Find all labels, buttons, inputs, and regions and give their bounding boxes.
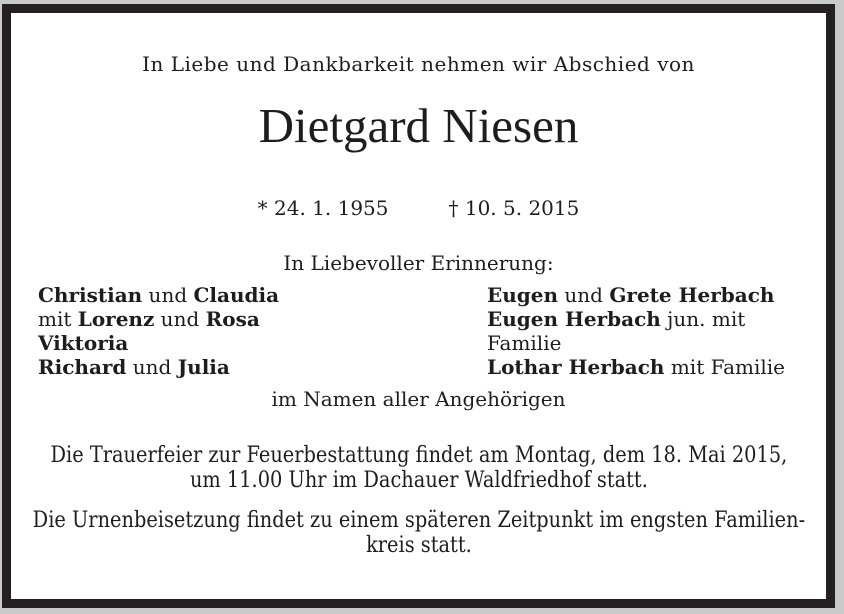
mourner-line: Eugen und Grete Herbach [487, 283, 775, 307]
urn-burial-paragraph [11, 508, 826, 558]
obituary-notice-card [2, 4, 835, 608]
mourners-columns [11, 283, 826, 379]
mourners-left-column [38, 283, 487, 379]
on-behalf-line: im Namen aller Angehörigen [271, 387, 566, 411]
mourner-line: Viktoria [38, 331, 129, 355]
deceased-name: Dietgard Niesen [258, 98, 579, 153]
funeral-service-line1: Die Trauerfeier zur Feuerbestattung findet am Montag, dem 18. Mai 2015, [50, 443, 787, 468]
funeral-service-paragraph [11, 443, 826, 493]
mourner-line: mit Lorenz und Rosa [38, 307, 260, 331]
mourner-line: Richard und Julia [38, 355, 230, 379]
urn-burial-line2: kreis statt. [365, 533, 472, 558]
birth-date: * 24. 1. 1955 [257, 196, 389, 220]
death-date: † 10. 5. 2015 [448, 196, 580, 220]
intro-line: In Liebe und Dankbarkeit nehmen wir Abschied von [142, 52, 695, 76]
mourner-line: Eugen Herbach jun. mit Familie [487, 307, 746, 355]
urn-burial-line1: Die Urnenbeisetzung findet zu einem späteren Zeitpunkt im engsten Familien- [32, 508, 805, 533]
remembrance-heading: In Liebevoller Erinnerung: [283, 251, 554, 275]
funeral-service-line2: um 11.00 Uhr im Dachauer Waldfriedhof statt. [189, 468, 648, 493]
life-dates [11, 195, 826, 221]
mourner-line: Christian und Claudia [38, 283, 280, 307]
mourner-line: Lothar Herbach mit Familie [487, 355, 786, 379]
mourners-right-column [487, 283, 826, 379]
obituary-content [11, 13, 826, 599]
